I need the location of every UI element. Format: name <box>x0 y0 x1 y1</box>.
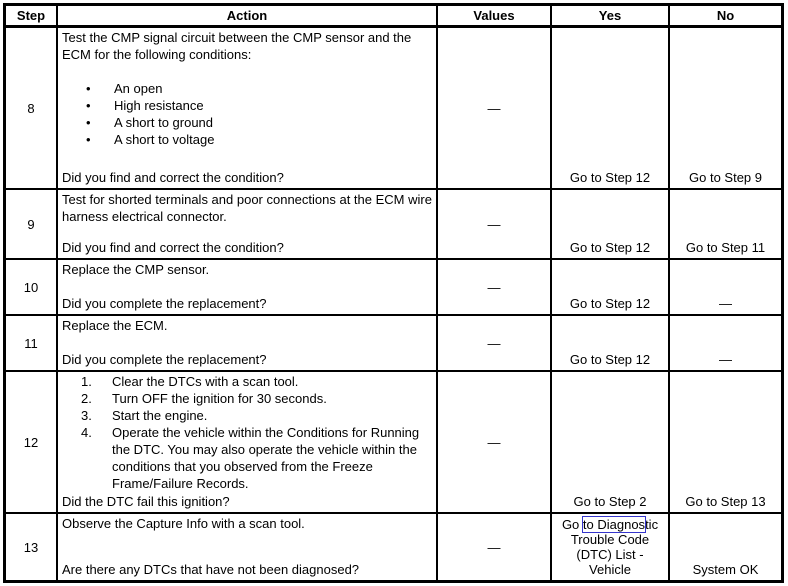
no-cell: Go to Step 9 <box>670 28 781 188</box>
link-text-pre: Go <box>561 517 583 532</box>
no-cell: — <box>670 316 781 370</box>
values-cell: — <box>438 316 550 370</box>
action-intro: Replace the ECM. <box>62 318 168 333</box>
list-item <box>62 97 432 114</box>
list-text: Start the engine. <box>112 408 208 423</box>
bullet-icon: • <box>86 98 91 113</box>
step-number: 8 <box>6 28 56 188</box>
no-cell: — <box>670 260 781 314</box>
action-cell <box>58 190 436 258</box>
yes-cell: Go to Step 2 <box>552 372 668 512</box>
header-values: Values <box>438 6 550 26</box>
bullet-icon: • <box>86 115 91 130</box>
header-no: No <box>670 6 781 26</box>
list-text: Clear the DTCs with a scan tool. <box>112 374 299 389</box>
no-cell: Go to Step 13 <box>670 372 781 512</box>
list-number: 3. <box>81 408 92 423</box>
list-item <box>62 407 432 424</box>
list-text: Operate the vehicle within the Conditions for Running the DTC. You may also operate the vehicle within the conditions that you observed from the Freeze Frame/Failure Records. <box>112 425 420 491</box>
action-cell <box>58 316 436 370</box>
action-cell <box>58 514 436 580</box>
values-cell: — <box>438 260 550 314</box>
no-cell: Go to Step 11 <box>670 190 781 258</box>
action-body <box>62 29 432 148</box>
action-question: Did you complete the replacement? <box>62 352 267 367</box>
bullet-icon: • <box>86 81 91 96</box>
list-text: Turn OFF the ignition for 30 seconds. <box>112 391 327 406</box>
action-intro: Test the CMP signal circuit between the CMP sensor and the ECM for the following conditions: <box>62 30 412 62</box>
header-step: Step <box>6 6 56 26</box>
values-cell: — <box>438 514 550 580</box>
list-number: 4. <box>81 425 92 440</box>
step-number: 12 <box>6 372 56 512</box>
bullet-text: A short to ground <box>114 115 214 130</box>
list-item <box>62 373 432 390</box>
yes-cell: Go to Step 12 <box>552 316 668 370</box>
values-cell: — <box>438 28 550 188</box>
procedure-numbered-list <box>62 373 432 492</box>
diagnostic-step-table <box>3 3 784 583</box>
action-question: Did the DTC fail this ignition? <box>62 494 230 509</box>
action-intro: Observe the Capture Info with a scan tool. <box>62 516 305 531</box>
action-question: Did you find and correct the condition? <box>62 240 284 255</box>
goto-dtc-list-link <box>554 517 666 577</box>
action-question: Are there any DTCs that have not been diagnosed? <box>62 562 360 577</box>
action-cell <box>58 28 436 188</box>
bullet-text: An open <box>114 81 163 96</box>
list-number: 1. <box>81 374 92 389</box>
yes-cell <box>552 514 668 580</box>
yes-cell: Go to Step 12 <box>552 260 668 314</box>
step-number: 13 <box>6 514 56 580</box>
step-number: 10 <box>6 260 56 314</box>
header-yes: Yes <box>552 6 668 26</box>
list-item <box>62 424 432 492</box>
bullet-icon: • <box>86 132 91 147</box>
values-cell: — <box>438 190 550 258</box>
list-item <box>62 390 432 407</box>
condition-bullet-list <box>62 80 432 148</box>
action-question: Did you find and correct the condition? <box>62 170 284 185</box>
list-item <box>62 114 432 131</box>
bullet-text: High resistance <box>114 98 204 113</box>
list-item <box>62 80 432 97</box>
values-cell: — <box>438 372 550 512</box>
action-cell <box>58 260 436 314</box>
link-highlight-box[interactable]: to Diagnos <box>582 517 646 532</box>
step-number: 9 <box>6 190 56 258</box>
action-intro: Replace the CMP sensor. <box>62 262 210 277</box>
action-intro: Test for shorted terminals and poor connections at the ECM wire harness electrical connector. <box>62 192 432 224</box>
action-question: Did you complete the replacement? <box>62 296 267 311</box>
link-text-post: tic Trouble Code (DTC) List - Vehicle <box>570 517 659 577</box>
yes-cell: Go to Step 12 <box>552 28 668 188</box>
header-action: Action <box>58 6 436 26</box>
step-number: 11 <box>6 316 56 370</box>
yes-cell: Go to Step 12 <box>552 190 668 258</box>
action-cell <box>58 372 436 512</box>
list-number: 2. <box>81 391 92 406</box>
bullet-text: A short to voltage <box>114 132 215 147</box>
list-item <box>62 131 432 148</box>
no-cell: System OK <box>670 514 781 580</box>
